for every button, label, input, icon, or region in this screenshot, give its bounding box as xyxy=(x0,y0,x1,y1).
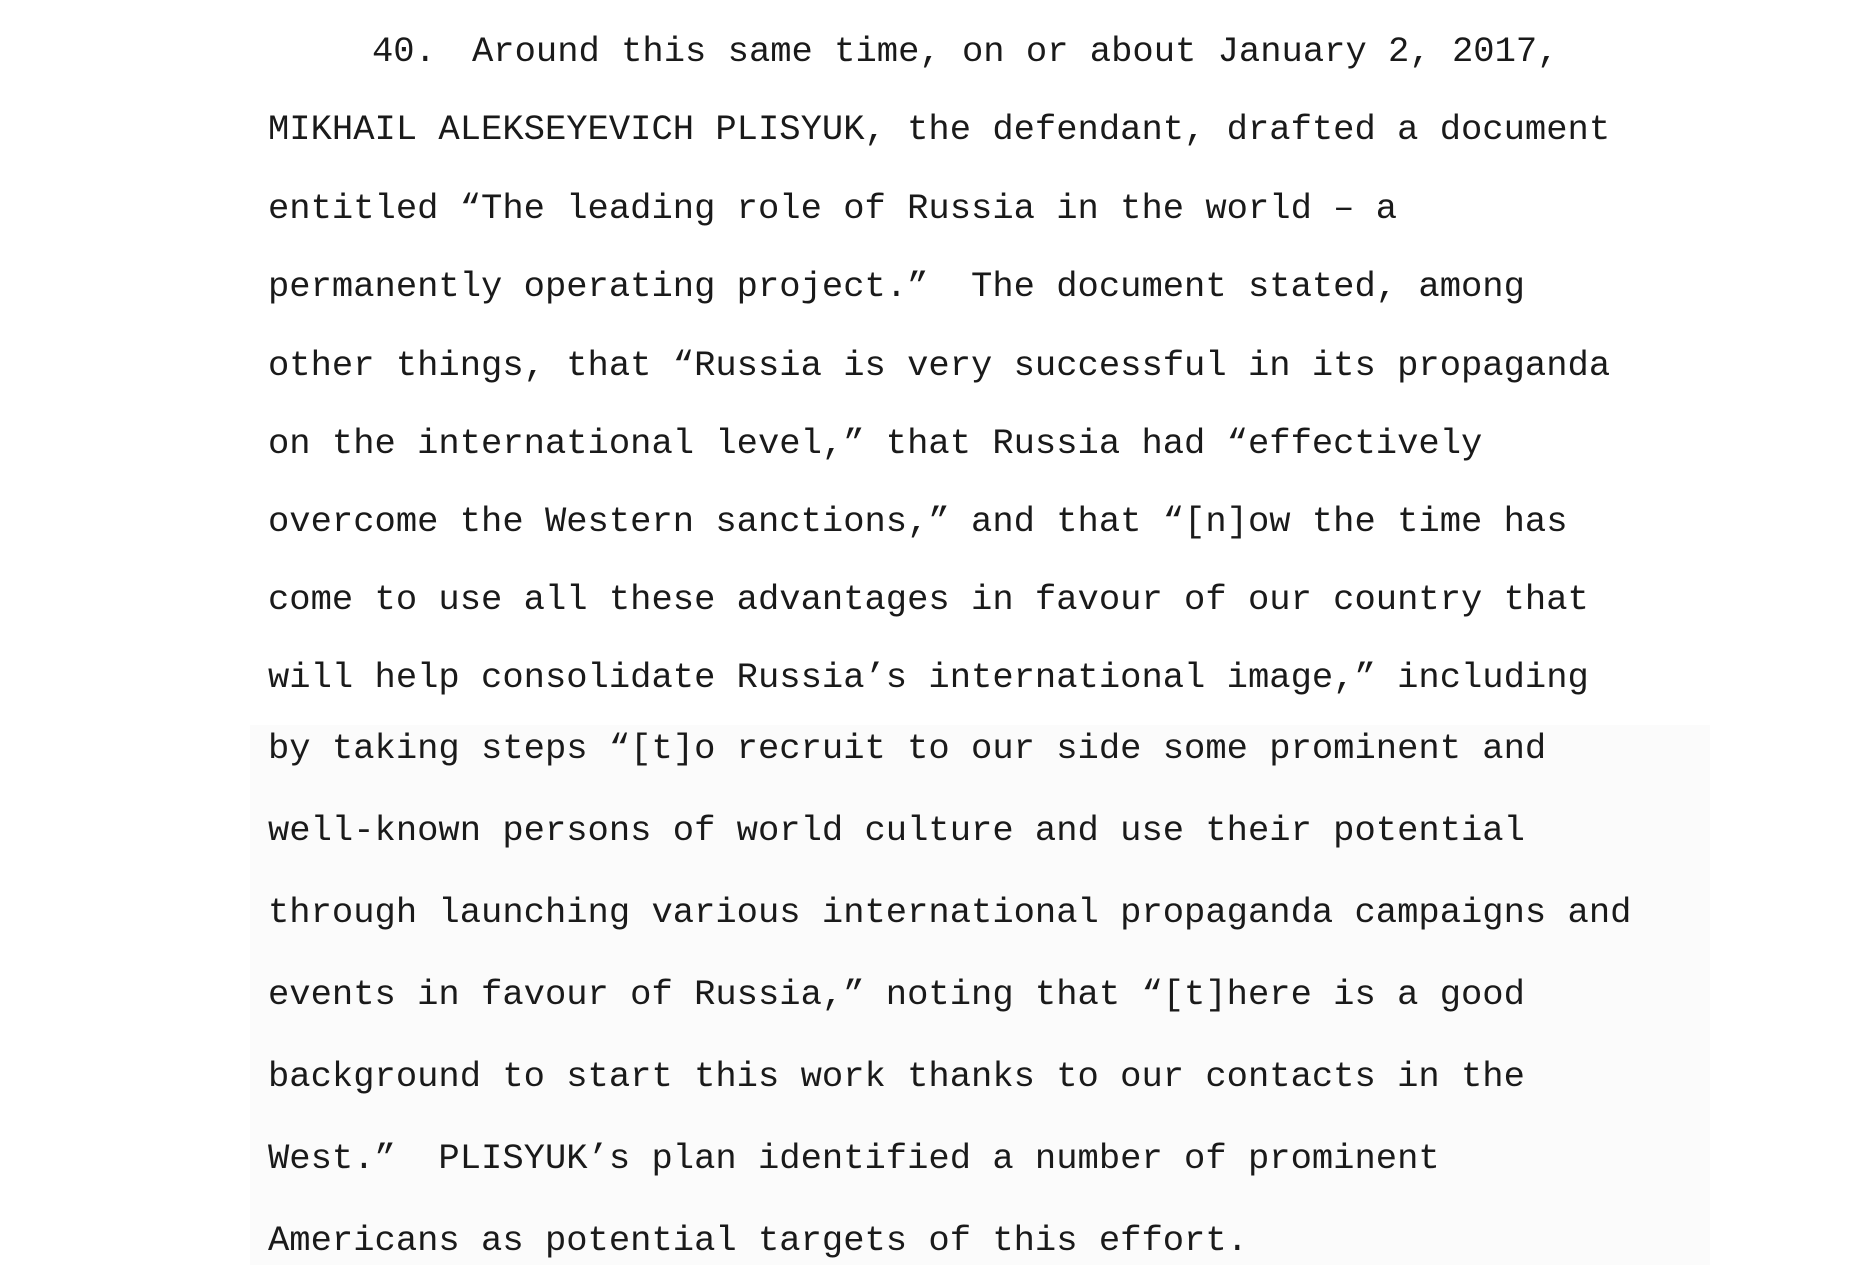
text-line-14: background to start this work thanks to our contacts in the xyxy=(268,1056,1525,1097)
text-line-3: entitled “The leading role of Russia in the world – a xyxy=(268,188,1398,229)
text-line-6: on the international level,” that Russia had “effectively xyxy=(268,423,1483,464)
text-line-5: other things, that “Russia is very successful in its propaganda xyxy=(268,345,1611,386)
text-line-8: come to use all these advantages in favour of our country that xyxy=(268,579,1589,620)
text-line-13: events in favour of Russia,” noting that “[t]here is a good xyxy=(268,974,1525,1015)
text-line-16: Americans as potential targets of this effort. xyxy=(268,1220,1248,1261)
text-line-1: Around this same time, on or about January 2, 2017, xyxy=(472,31,1559,72)
text-line-10: by taking steps “[t]o recruit to our side some prominent and xyxy=(268,728,1547,769)
paragraph-number: 40. xyxy=(372,31,436,72)
text-line-4: permanently operating project.” The document stated, among xyxy=(268,266,1525,307)
text-line-15: West.” PLISYUK’s plan identified a number of prominent xyxy=(268,1138,1440,1179)
text-line-11: well-known persons of world culture and use their potential xyxy=(268,810,1525,851)
text-line-9: will help consolidate Russia’s international image,” including xyxy=(268,657,1589,698)
text-line-2: MIKHAIL ALEKSEYEVICH PLISYUK, the defendant, drafted a document xyxy=(268,109,1611,150)
text-line-7: overcome the Western sanctions,” and that “[n]ow the time has xyxy=(268,501,1568,542)
text-line-12: through launching various international propaganda campaigns and xyxy=(268,892,1632,933)
